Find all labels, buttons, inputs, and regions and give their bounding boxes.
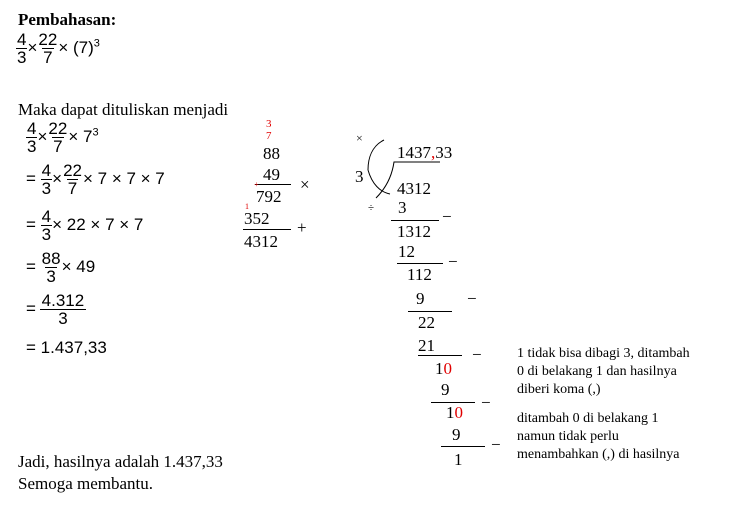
- fraction-numerator: 4: [41, 161, 52, 180]
- fraction-numerator: 4: [41, 207, 52, 226]
- step-3: [26, 208, 143, 243]
- added-zero: 0: [443, 359, 452, 378]
- subtrahend: 21: [418, 336, 435, 355]
- rule-line: [243, 229, 291, 230]
- subtrahend: 3: [398, 198, 407, 217]
- note-line: 1 tidak bisa dibagi 3, ditambah: [517, 346, 690, 361]
- step-6: [26, 338, 107, 358]
- fraction-numerator: 4: [17, 30, 27, 49]
- rule-line: [391, 220, 439, 221]
- remainder: [435, 359, 452, 379]
- remainder: 112: [407, 265, 432, 284]
- note-line: namun tidak perlu: [517, 429, 619, 444]
- step-1: $\frac{4}{3}$ × $\frac{22}{7}$ × $7^3$: [27, 119, 99, 156]
- remainder: 22: [418, 313, 435, 332]
- power-base: (7): [73, 37, 94, 57]
- quotient-integer: 1437: [397, 143, 431, 162]
- subtrahend: 9: [441, 380, 450, 399]
- rule-line: [397, 263, 443, 264]
- plus-sign: +: [297, 218, 307, 237]
- step-tail: × 7 × 7 × 7: [83, 168, 165, 188]
- fraction-denominator: 7: [67, 179, 78, 198]
- rule-line: [408, 311, 452, 312]
- fraction-denominator: 3: [17, 48, 27, 67]
- minus-sign: −: [442, 207, 452, 226]
- carry-digit: 3: [266, 118, 272, 130]
- minus-sign: −: [472, 345, 482, 364]
- power-base: 7: [82, 126, 93, 146]
- quotient-decimal: 33: [435, 143, 453, 162]
- fraction-numerator: 22: [38, 30, 58, 49]
- equals-sign: =: [26, 168, 36, 188]
- small-carry: 1: [245, 202, 249, 211]
- minus-sign: −: [448, 252, 458, 271]
- equals-sign: =: [26, 298, 36, 318]
- step-tail: × 22 × 7 × 7: [52, 214, 144, 234]
- fraction-denominator: 7: [43, 48, 53, 67]
- multiplicand: 88: [263, 144, 280, 163]
- times-sign: ×: [58, 37, 69, 57]
- heading: Pembahasan:: [18, 10, 117, 29]
- product-sum: 4312: [244, 232, 278, 251]
- step-2: = $\frac{4}{3}$ × $\frac{22}{7}$ × 7 × 7 × 7: [26, 161, 165, 198]
- partial-product: 352: [244, 209, 270, 228]
- fraction-numerator: 4.312: [41, 291, 85, 310]
- fraction-numerator: 88: [41, 249, 61, 268]
- remainder: 1312: [397, 222, 431, 241]
- equals-sign: =: [26, 256, 36, 276]
- fraction-numerator: 4: [27, 119, 37, 138]
- times-sign: ×: [300, 175, 310, 194]
- fraction-denominator: 3: [41, 225, 52, 244]
- minus-sign: −: [481, 393, 491, 412]
- times-sign: ×: [27, 37, 38, 57]
- multiplier: 49: [263, 165, 280, 184]
- subtrahend: 12: [398, 242, 415, 261]
- fraction-numerator: 22: [48, 119, 68, 138]
- digit: 1: [446, 403, 455, 422]
- rule-line: [441, 446, 485, 447]
- intro-text: Maka dapat dituliskan menjadi: [18, 100, 229, 119]
- conclusion: Jadi, hasilnya adalah 1.437,33: [18, 452, 223, 471]
- step-5: [26, 292, 85, 327]
- times-mark: ×: [356, 131, 363, 145]
- note-line: 0 di belakang 1 dan hasilnya: [517, 364, 677, 379]
- fraction-denominator: 3: [46, 267, 56, 286]
- fraction-denominator: 3: [41, 179, 52, 198]
- carry-digit: 7: [266, 130, 272, 142]
- power-exponent: 3: [93, 37, 100, 50]
- small-plus: +: [254, 180, 259, 189]
- note-line: diberi koma (,): [517, 382, 601, 397]
- final-remainder: 1: [454, 450, 463, 469]
- dividend: 4312: [397, 179, 431, 198]
- remainder: [446, 403, 463, 423]
- note-1: [517, 345, 690, 399]
- added-zero: 0: [454, 403, 463, 422]
- partial-product: 792: [256, 187, 282, 206]
- divide-mark: ÷: [368, 202, 375, 214]
- fraction-denominator: 3: [27, 137, 37, 156]
- equals-sign: =: [26, 214, 36, 234]
- closing: Semoga membantu.: [18, 474, 154, 493]
- note-line: menambahkan (,) di hasilnya: [517, 447, 680, 462]
- step-tail: × 49: [61, 256, 96, 276]
- final-value: 1.437,33: [40, 338, 107, 357]
- fraction-numerator: 22: [63, 161, 82, 180]
- divisor: 3: [355, 167, 364, 186]
- fraction-denominator: 7: [53, 137, 63, 156]
- power-exponent: 3: [92, 126, 99, 139]
- fraction-denominator: 3: [40, 309, 87, 327]
- subtrahend: 9: [416, 289, 425, 308]
- quotient-comma: ,: [431, 143, 436, 162]
- minus-sign: −: [491, 435, 501, 454]
- minus-sign: −: [467, 289, 477, 308]
- equals-sign: =: [26, 338, 36, 357]
- note-2: [517, 410, 680, 464]
- digit: 1: [435, 359, 444, 378]
- subtrahend: 9: [452, 425, 461, 444]
- step-4: [26, 250, 95, 285]
- initial-expression: [16, 31, 100, 66]
- rule-line: [255, 184, 291, 185]
- rule-line: [418, 355, 462, 356]
- note-line: ditambah 0 di belakang 1: [517, 411, 659, 426]
